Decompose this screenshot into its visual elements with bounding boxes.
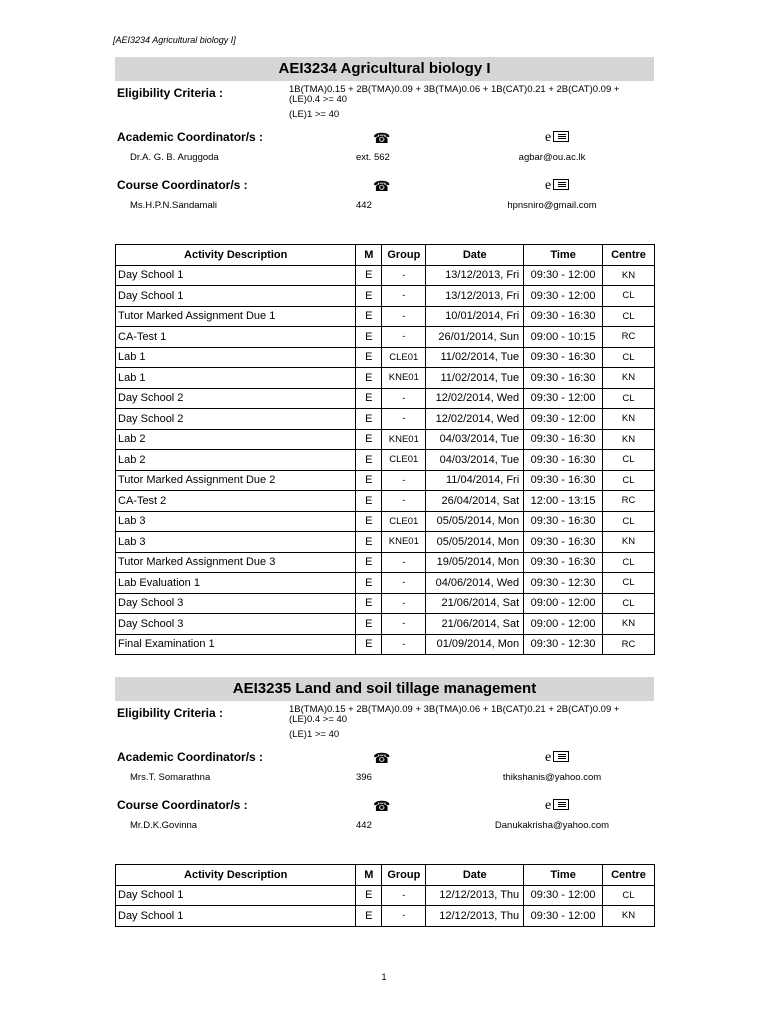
date-cell: 26/01/2014, Sun — [426, 327, 524, 348]
activity-cell: Final Examination 1 — [116, 634, 356, 655]
centre-cell: CL — [603, 450, 655, 471]
column-header: Activity Description — [116, 865, 356, 886]
centre-cell: CL — [603, 552, 655, 573]
column-header: Group — [382, 865, 426, 886]
eligibility-criteria-2: (LE)1 >= 40 — [289, 729, 340, 740]
phone-icon: ☎ — [373, 750, 391, 766]
activity-table-1 — [115, 244, 655, 655]
email-icon: e — [545, 750, 569, 766]
column-header: Centre — [603, 865, 655, 886]
eligibility-label: Eligibility Criteria : — [117, 706, 224, 720]
mode-cell: E — [356, 470, 382, 491]
group-cell: - — [382, 634, 426, 655]
time-cell: 09:30 - 12:00 — [524, 286, 603, 307]
date-cell: 19/05/2014, Mon — [426, 552, 524, 573]
time-cell: 09:30 - 12:00 — [524, 265, 603, 286]
mode-cell: E — [356, 614, 382, 635]
activity-cell: Day School 2 — [116, 409, 356, 430]
course-coordinator-label: Course Coordinator/s : — [117, 798, 248, 812]
date-cell: 12/12/2013, Thu — [426, 885, 524, 906]
email-icon: e — [545, 130, 569, 146]
table-header-row — [116, 865, 655, 886]
date-cell: 11/02/2014, Tue — [426, 347, 524, 368]
activity-cell: Lab 3 — [116, 511, 356, 532]
time-cell: 09:30 - 12:30 — [524, 634, 603, 655]
time-cell: 09:00 - 12:00 — [524, 593, 603, 614]
course-coordinator-ext: 442 — [356, 820, 372, 831]
table-row — [116, 614, 655, 635]
column-header: Centre — [603, 245, 655, 266]
centre-cell: CL — [603, 470, 655, 491]
group-cell: - — [382, 491, 426, 512]
date-cell: 12/02/2014, Wed — [426, 388, 524, 409]
activity-cell: Lab 2 — [116, 429, 356, 450]
column-header: M — [356, 865, 382, 886]
group-cell: - — [382, 614, 426, 635]
centre-cell: RC — [603, 491, 655, 512]
date-cell: 04/03/2014, Tue — [426, 450, 524, 471]
group-cell: KNE01 — [382, 429, 426, 450]
course-coordinator-ext: 442 — [356, 200, 372, 211]
column-header: Date — [426, 245, 524, 266]
column-header: M — [356, 245, 382, 266]
time-cell: 09:30 - 16:30 — [524, 470, 603, 491]
course-section-2 — [115, 677, 654, 838]
time-cell: 09:00 - 10:15 — [524, 327, 603, 348]
activity-cell: Day School 1 — [116, 906, 356, 927]
activity-cell: CA-Test 1 — [116, 327, 356, 348]
mode-cell: E — [356, 885, 382, 906]
table-row — [116, 573, 655, 594]
table-header-row — [116, 245, 655, 266]
table-row — [116, 409, 655, 430]
centre-cell: KN — [603, 368, 655, 389]
mode-cell: E — [356, 409, 382, 430]
date-cell: 12/12/2013, Thu — [426, 906, 524, 927]
column-header: Activity Description — [116, 245, 356, 266]
mode-cell: E — [356, 327, 382, 348]
date-cell: 21/06/2014, Sat — [426, 593, 524, 614]
group-cell: - — [382, 306, 426, 327]
email-icon: e — [545, 798, 569, 814]
centre-cell: CL — [603, 573, 655, 594]
date-cell: 11/04/2014, Fri — [426, 470, 524, 491]
date-cell: 10/01/2014, Fri — [426, 306, 524, 327]
centre-cell: CL — [603, 388, 655, 409]
time-cell: 09:30 - 12:00 — [524, 388, 603, 409]
phone-icon: ☎ — [373, 798, 391, 814]
academic-coordinator-ext: ext. 562 — [356, 152, 390, 163]
date-cell: 01/09/2014, Mon — [426, 634, 524, 655]
eligibility-criteria: 1B(TMA)0.15 + 2B(TMA)0.09 + 3B(TMA)0.06 + 1B(CAT)0.21 + 2B(CAT)0.09 + (LE)0.4 >= 40 — [289, 704, 620, 725]
date-cell: 12/02/2014, Wed — [426, 409, 524, 430]
time-cell: 09:30 - 16:30 — [524, 306, 603, 327]
group-cell: KNE01 — [382, 532, 426, 553]
time-cell: 09:30 - 16:30 — [524, 532, 603, 553]
column-header: Time — [524, 245, 603, 266]
table-row — [116, 450, 655, 471]
activity-cell: Day School 2 — [116, 388, 356, 409]
centre-cell: RC — [603, 634, 655, 655]
mode-cell: E — [356, 368, 382, 389]
page-number: 1 — [381, 972, 387, 982]
group-cell: - — [382, 593, 426, 614]
time-cell: 09:30 - 12:00 — [524, 906, 603, 927]
activity-cell: Tutor Marked Assignment Due 1 — [116, 306, 356, 327]
table-row — [116, 286, 655, 307]
mode-cell: E — [356, 491, 382, 512]
centre-cell: CL — [603, 511, 655, 532]
table-row — [116, 491, 655, 512]
table-row — [116, 306, 655, 327]
centre-cell: CL — [603, 306, 655, 327]
academic-coordinator-email: agbar@ou.ac.lk — [518, 152, 586, 163]
table-row — [116, 634, 655, 655]
activity-cell: Lab 3 — [116, 532, 356, 553]
centre-cell: CL — [603, 885, 655, 906]
course-coordinator-name: Ms.H.P.N.Sandamali — [130, 200, 217, 211]
running-header: [AEI3234 Agricultural biology I] — [113, 35, 236, 45]
course-title: AEI3234 Agricultural biology I — [115, 57, 654, 81]
activity-table-2 — [115, 864, 655, 927]
group-cell: - — [382, 906, 426, 927]
centre-cell: CL — [603, 286, 655, 307]
column-header: Date — [426, 865, 524, 886]
group-cell: - — [382, 409, 426, 430]
academic-coordinator-ext: 396 — [356, 772, 372, 783]
centre-cell: KN — [603, 906, 655, 927]
date-cell: 26/04/2014, Sat — [426, 491, 524, 512]
group-cell: - — [382, 573, 426, 594]
mode-cell: E — [356, 552, 382, 573]
centre-cell: CL — [603, 347, 655, 368]
table-row — [116, 532, 655, 553]
course-section-1 — [115, 57, 654, 218]
table-row — [116, 511, 655, 532]
activity-cell: Lab Evaluation 1 — [116, 573, 356, 594]
mode-cell: E — [356, 450, 382, 471]
group-cell: - — [382, 885, 426, 906]
activity-cell: Tutor Marked Assignment Due 3 — [116, 552, 356, 573]
mode-cell: E — [356, 265, 382, 286]
time-cell: 09:30 - 16:30 — [524, 552, 603, 573]
group-cell: - — [382, 327, 426, 348]
time-cell: 09:30 - 12:30 — [524, 573, 603, 594]
phone-icon: ☎ — [373, 178, 391, 194]
course-coordinator-label: Course Coordinator/s : — [117, 178, 248, 192]
date-cell: 04/03/2014, Tue — [426, 429, 524, 450]
mode-cell: E — [356, 388, 382, 409]
table-row — [116, 265, 655, 286]
time-cell: 09:30 - 16:30 — [524, 347, 603, 368]
table-row — [116, 552, 655, 573]
centre-cell: KN — [603, 614, 655, 635]
activity-cell: Day School 1 — [116, 885, 356, 906]
date-cell: 04/06/2014, Wed — [426, 573, 524, 594]
academic-coordinator-label: Academic Coordinator/s : — [117, 130, 264, 144]
centre-cell: RC — [603, 327, 655, 348]
course-coordinator-name: Mr.D.K.Govinna — [130, 820, 198, 831]
group-cell: CLE01 — [382, 347, 426, 368]
table-row — [116, 368, 655, 389]
group-cell: KNE01 — [382, 368, 426, 389]
centre-cell: CL — [603, 593, 655, 614]
mode-cell: E — [356, 286, 382, 307]
column-header: Group — [382, 245, 426, 266]
activity-cell: Tutor Marked Assignment Due 2 — [116, 470, 356, 491]
mode-cell: E — [356, 532, 382, 553]
activity-cell: Day School 3 — [116, 614, 356, 635]
mode-cell: E — [356, 511, 382, 532]
time-cell: 09:30 - 16:30 — [524, 511, 603, 532]
group-cell: - — [382, 388, 426, 409]
date-cell: 13/12/2013, Fri — [426, 286, 524, 307]
group-cell: - — [382, 470, 426, 491]
time-cell: 12:00 - 13:15 — [524, 491, 603, 512]
time-cell: 09:30 - 16:30 — [524, 429, 603, 450]
eligibility-criteria-2: (LE)1 >= 40 — [289, 109, 340, 120]
time-cell: 09:30 - 16:30 — [524, 368, 603, 389]
email-icon: e — [545, 178, 569, 194]
time-cell: 09:30 - 12:00 — [524, 409, 603, 430]
table-row — [116, 885, 655, 906]
centre-cell: KN — [603, 429, 655, 450]
date-cell: 13/12/2013, Fri — [426, 265, 524, 286]
phone-icon: ☎ — [373, 130, 391, 146]
time-cell: 09:30 - 16:30 — [524, 450, 603, 471]
eligibility-label: Eligibility Criteria : — [117, 86, 224, 100]
course-title: AEI3235 Land and soil tillage management — [115, 677, 654, 701]
mode-cell: E — [356, 306, 382, 327]
centre-cell: KN — [603, 409, 655, 430]
date-cell: 11/02/2014, Tue — [426, 368, 524, 389]
activity-cell: Lab 1 — [116, 368, 356, 389]
group-cell: CLE01 — [382, 450, 426, 471]
academic-coordinator-name: Mrs.T. Somarathna — [130, 772, 211, 783]
column-header: Time — [524, 865, 603, 886]
mode-cell: E — [356, 593, 382, 614]
table-row — [116, 593, 655, 614]
mode-cell: E — [356, 906, 382, 927]
academic-coordinator-name: Dr.A. G. B. Aruggoda — [130, 152, 219, 163]
time-cell: 09:00 - 12:00 — [524, 614, 603, 635]
mode-cell: E — [356, 634, 382, 655]
group-cell: CLE01 — [382, 511, 426, 532]
table-row — [116, 347, 655, 368]
time-cell: 09:30 - 12:00 — [524, 885, 603, 906]
academic-coordinator-email: thikshanis@yahoo.com — [502, 772, 602, 783]
date-cell: 05/05/2014, Mon — [426, 511, 524, 532]
date-cell: 05/05/2014, Mon — [426, 532, 524, 553]
activity-cell: Day School 1 — [116, 286, 356, 307]
table-row — [116, 470, 655, 491]
activity-cell: Day School 3 — [116, 593, 356, 614]
eligibility-criteria: 1B(TMA)0.15 + 2B(TMA)0.09 + 3B(TMA)0.06 + 1B(CAT)0.21 + 2B(CAT)0.09 + (LE)0.4 >= 40 — [289, 84, 620, 105]
activity-cell: CA-Test 2 — [116, 491, 356, 512]
table-row — [116, 429, 655, 450]
group-cell: - — [382, 265, 426, 286]
activity-cell: Lab 2 — [116, 450, 356, 471]
centre-cell: KN — [603, 265, 655, 286]
academic-coordinator-label: Academic Coordinator/s : — [117, 750, 264, 764]
table-row — [116, 388, 655, 409]
activity-cell: Lab 1 — [116, 347, 356, 368]
table-row — [116, 327, 655, 348]
centre-cell: KN — [603, 532, 655, 553]
course-coordinator-email: hpnsniro@gmail.com — [507, 200, 597, 211]
activity-cell: Day School 1 — [116, 265, 356, 286]
date-cell: 21/06/2014, Sat — [426, 614, 524, 635]
mode-cell: E — [356, 347, 382, 368]
table-row — [116, 906, 655, 927]
group-cell: - — [382, 552, 426, 573]
mode-cell: E — [356, 429, 382, 450]
mode-cell: E — [356, 573, 382, 594]
course-coordinator-email: Danukakrisha@yahoo.com — [494, 820, 610, 831]
group-cell: - — [382, 286, 426, 307]
